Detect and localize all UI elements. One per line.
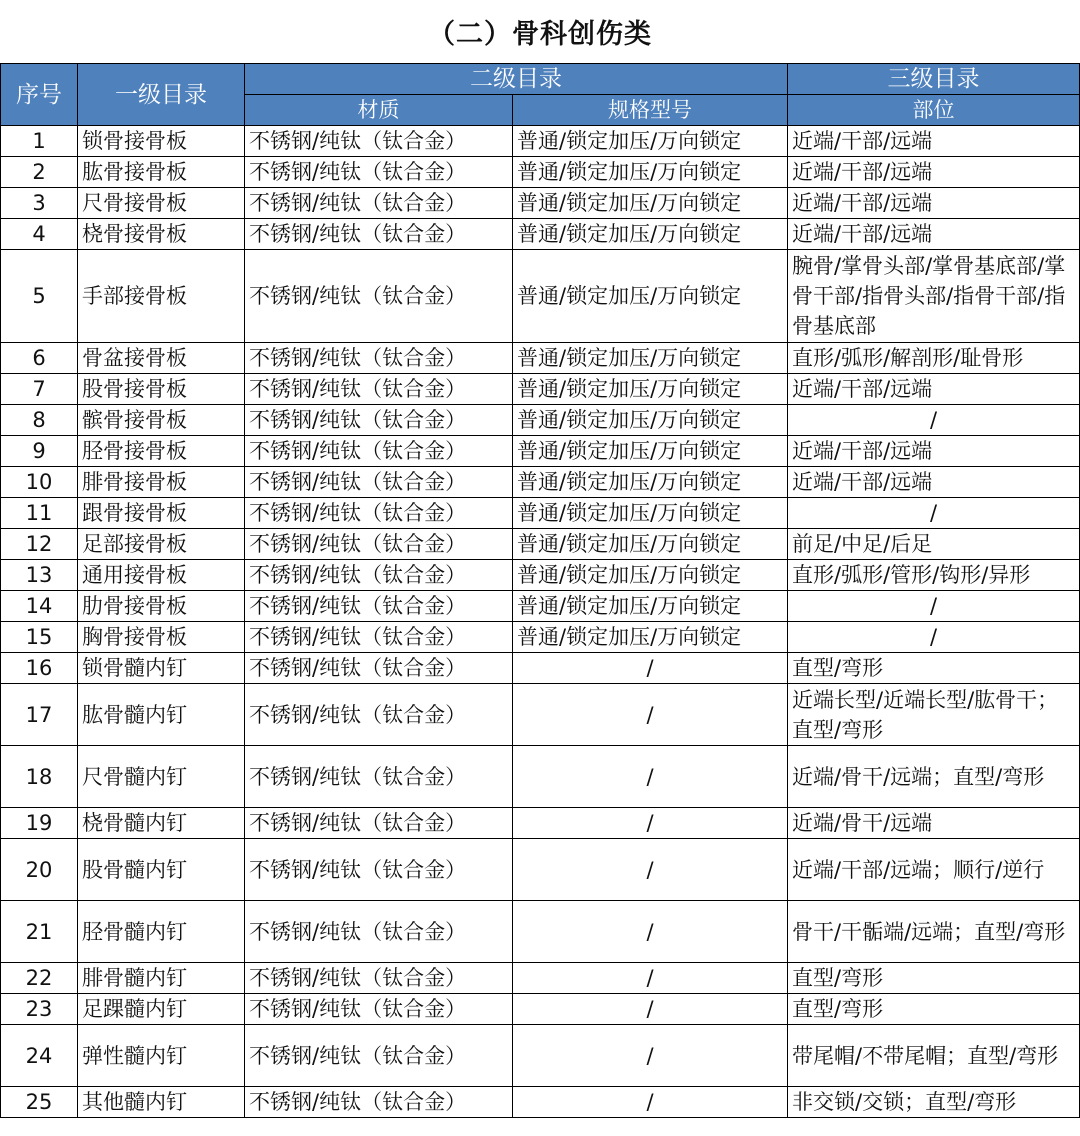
cell-name: 足踝髓内钉 [78,994,245,1025]
cell-seq: 1 [1,126,78,157]
cell-part: 近端/干部/远端 [788,219,1080,250]
cell-material: 不锈钢/纯钛（钛合金） [245,219,513,250]
cell-name: 腓骨髓内钉 [78,963,245,994]
cell-material: 不锈钢/纯钛（钛合金） [245,250,513,343]
cell-spec: / [513,1025,788,1087]
cell-spec: 普通/锁定加压/万向锁定 [513,529,788,560]
cell-material: 不锈钢/纯钛（钛合金） [245,653,513,684]
cell-spec: 普通/锁定加压/万向锁定 [513,498,788,529]
cell-name: 锁骨髓内钉 [78,653,245,684]
cell-name: 胫骨接骨板 [78,436,245,467]
cell-name: 髌骨接骨板 [78,405,245,436]
cell-seq: 24 [1,1025,78,1087]
cell-name: 肋骨接骨板 [78,591,245,622]
table-row [1,963,1080,994]
cell-part: 近端/干部/远端 [788,436,1080,467]
cell-seq: 10 [1,467,78,498]
table-row [1,126,1080,157]
header-part: 部位 [788,95,1080,126]
cell-material: 不锈钢/纯钛（钛合金） [245,994,513,1025]
cell-spec: 普通/锁定加压/万向锁定 [513,560,788,591]
cell-spec: / [513,684,788,746]
cell-material: 不锈钢/纯钛（钛合金） [245,343,513,374]
cell-spec: / [513,746,788,808]
cell-spec: 普通/锁定加压/万向锁定 [513,436,788,467]
cell-material: 不锈钢/纯钛（钛合金） [245,188,513,219]
cell-spec: 普通/锁定加压/万向锁定 [513,126,788,157]
header-spec: 规格型号 [513,95,788,126]
cell-spec: / [513,839,788,901]
cell-name: 足部接骨板 [78,529,245,560]
cell-material: 不锈钢/纯钛（钛合金） [245,529,513,560]
cell-spec: 普通/锁定加压/万向锁定 [513,343,788,374]
table-row [1,746,1080,808]
cell-material: 不锈钢/纯钛（钛合金） [245,963,513,994]
cell-name: 通用接骨板 [78,560,245,591]
cell-part: 直型/弯形 [788,994,1080,1025]
table-row [1,994,1080,1025]
table-row [1,374,1080,405]
header-seq: 序号 [1,64,78,126]
cell-spec: 普通/锁定加压/万向锁定 [513,157,788,188]
cell-seq: 4 [1,219,78,250]
cell-name: 尺骨髓内钉 [78,746,245,808]
header-material: 材质 [245,95,513,126]
cell-seq: 9 [1,436,78,467]
cell-spec: 普通/锁定加压/万向锁定 [513,467,788,498]
table-row [1,529,1080,560]
cell-part: 近端/骨干/远端 [788,808,1080,839]
cell-seq: 3 [1,188,78,219]
cell-spec: 普通/锁定加压/万向锁定 [513,374,788,405]
cell-material: 不锈钢/纯钛（钛合金） [245,746,513,808]
cell-part: 前足/中足/后足 [788,529,1080,560]
cell-spec: / [513,808,788,839]
cell-material: 不锈钢/纯钛（钛合金） [245,405,513,436]
cell-spec: 普通/锁定加压/万向锁定 [513,219,788,250]
cell-part: 近端/干部/远端 [788,188,1080,219]
cell-part: 带尾帽/不带尾帽；直型/弯形 [788,1025,1080,1087]
table-row [1,498,1080,529]
cell-spec: 普通/锁定加压/万向锁定 [513,250,788,343]
table-row [1,219,1080,250]
cell-part: 近端/干部/远端 [788,126,1080,157]
cell-name: 骨盆接骨板 [78,343,245,374]
catalog-table [0,63,1080,1118]
table-row [1,250,1080,343]
table-row [1,622,1080,653]
cell-name: 股骨接骨板 [78,374,245,405]
page-title: （二）骨科创伤类 [428,19,652,50]
cell-name: 锁骨接骨板 [78,126,245,157]
cell-part: 直型/弯形 [788,653,1080,684]
cell-spec: / [513,963,788,994]
cell-part: 近端/干部/远端 [788,467,1080,498]
cell-seq: 25 [1,1087,78,1118]
cell-spec: 普通/锁定加压/万向锁定 [513,405,788,436]
cell-name: 弹性髓内钉 [78,1025,245,1087]
cell-part: 近端长型/近端长型/肱骨干；直型/弯形 [788,684,1080,746]
cell-seq: 18 [1,746,78,808]
cell-material: 不锈钢/纯钛（钛合金） [245,498,513,529]
cell-part: 近端/干部/远端 [788,157,1080,188]
cell-material: 不锈钢/纯钛（钛合金） [245,839,513,901]
cell-name: 跟骨接骨板 [78,498,245,529]
cell-seq: 13 [1,560,78,591]
table-row [1,684,1080,746]
cell-material: 不锈钢/纯钛（钛合金） [245,901,513,963]
table-row [1,188,1080,219]
cell-seq: 16 [1,653,78,684]
cell-seq: 23 [1,994,78,1025]
cell-name: 尺骨接骨板 [78,188,245,219]
table-row [1,591,1080,622]
cell-spec: / [513,653,788,684]
cell-part: 非交锁/交锁；直型/弯形 [788,1087,1080,1118]
cell-seq: 20 [1,839,78,901]
header-level3: 三级目录 [788,64,1080,95]
cell-part: 直型/弯形 [788,963,1080,994]
cell-seq: 14 [1,591,78,622]
cell-spec: / [513,994,788,1025]
cell-material: 不锈钢/纯钛（钛合金） [245,436,513,467]
cell-material: 不锈钢/纯钛（钛合金） [245,622,513,653]
cell-name: 胸骨接骨板 [78,622,245,653]
cell-material: 不锈钢/纯钛（钛合金） [245,808,513,839]
cell-spec: 普通/锁定加压/万向锁定 [513,591,788,622]
table-row [1,653,1080,684]
cell-seq: 8 [1,405,78,436]
cell-part: / [788,622,1080,653]
cell-part: 近端/干部/远端；顺行/逆行 [788,839,1080,901]
cell-name: 桡骨接骨板 [78,219,245,250]
cell-part: 直形/弧形/解剖形/耻骨形 [788,343,1080,374]
cell-seq: 22 [1,963,78,994]
table-row [1,839,1080,901]
cell-seq: 19 [1,808,78,839]
table-row [1,467,1080,498]
cell-part: / [788,405,1080,436]
cell-material: 不锈钢/纯钛（钛合金） [245,374,513,405]
cell-material: 不锈钢/纯钛（钛合金） [245,684,513,746]
cell-spec: / [513,1087,788,1118]
cell-seq: 2 [1,157,78,188]
cell-name: 胫骨髓内钉 [78,901,245,963]
cell-material: 不锈钢/纯钛（钛合金） [245,157,513,188]
cell-seq: 17 [1,684,78,746]
header-level1: 一级目录 [78,64,245,126]
table-row [1,405,1080,436]
cell-seq: 11 [1,498,78,529]
cell-name: 肱骨接骨板 [78,157,245,188]
table-row [1,560,1080,591]
cell-spec: / [513,901,788,963]
cell-part: 近端/干部/远端 [788,374,1080,405]
cell-seq: 7 [1,374,78,405]
table-row [1,436,1080,467]
cell-seq: 12 [1,529,78,560]
cell-part: 直形/弧形/管形/钩形/异形 [788,560,1080,591]
cell-material: 不锈钢/纯钛（钛合金） [245,467,513,498]
cell-part: 骨干/干骺端/远端；直型/弯形 [788,901,1080,963]
cell-name: 手部接骨板 [78,250,245,343]
cell-part: / [788,591,1080,622]
table-row [1,901,1080,963]
cell-material: 不锈钢/纯钛（钛合金） [245,126,513,157]
table-row [1,1087,1080,1118]
cell-spec: 普通/锁定加压/万向锁定 [513,188,788,219]
cell-seq: 15 [1,622,78,653]
cell-part: / [788,498,1080,529]
cell-seq: 6 [1,343,78,374]
cell-part: 腕骨/掌骨头部/掌骨基底部/掌骨干部/指骨头部/指骨干部/指骨基底部 [788,250,1080,343]
cell-part: 近端/骨干/远端；直型/弯形 [788,746,1080,808]
table-row [1,343,1080,374]
cell-material: 不锈钢/纯钛（钛合金） [245,591,513,622]
table-row [1,808,1080,839]
cell-material: 不锈钢/纯钛（钛合金） [245,560,513,591]
cell-spec: 普通/锁定加压/万向锁定 [513,622,788,653]
cell-name: 桡骨髓内钉 [78,808,245,839]
cell-name: 腓骨接骨板 [78,467,245,498]
table-row [1,157,1080,188]
cell-material: 不锈钢/纯钛（钛合金） [245,1025,513,1087]
cell-seq: 21 [1,901,78,963]
table-row [1,1025,1080,1087]
header-level2: 二级目录 [245,64,788,95]
cell-name: 其他髓内钉 [78,1087,245,1118]
cell-name: 肱骨髓内钉 [78,684,245,746]
cell-seq: 5 [1,250,78,343]
cell-material: 不锈钢/纯钛（钛合金） [245,1087,513,1118]
cell-name: 股骨髓内钉 [78,839,245,901]
